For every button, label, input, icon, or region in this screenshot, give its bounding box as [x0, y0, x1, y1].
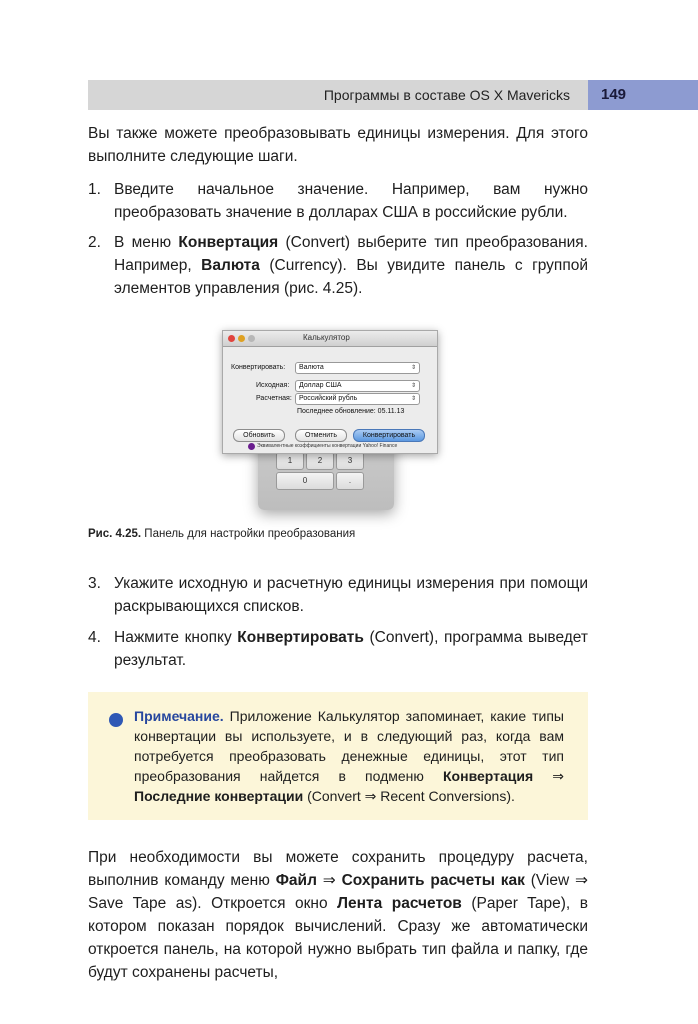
select-arrows-icon: ⇕: [410, 383, 416, 389]
page-number-tab: [588, 80, 698, 110]
list-item-text: Нажмите кнопку Конвертировать (Convert), программа выведет результат.: [114, 629, 588, 669]
list-item-text: В меню Конвертация (Convert) выберите тип преобразования. Например, Валюта (Currency). Вы увидите панель с группой элементов управления (рис. 4.25).: [114, 234, 588, 297]
zoom-icon: [248, 335, 255, 342]
list-item-number: 3.: [88, 575, 101, 592]
note-bullet-icon: [109, 713, 123, 727]
list-item-number: 4.: [88, 629, 101, 646]
close-icon: [228, 335, 235, 342]
calc-key: 0: [276, 472, 334, 490]
list-item-text: Укажите исходную и расчетную единицы измерения при помощи раскрывающихся списков.: [114, 575, 588, 615]
from-unit-select: Доллар США ⇕: [295, 380, 420, 392]
yahoo-icon: [248, 443, 255, 450]
select-arrows-icon: ⇕: [410, 365, 416, 371]
calc-key: 1: [276, 452, 304, 470]
cancel-button: Отменить: [295, 429, 347, 442]
note-label: Примечание.: [134, 708, 224, 724]
list-item-number: 1.: [88, 181, 101, 198]
running-header: [88, 80, 588, 110]
running-header-title: Программы в составе OS X Mavericks: [323, 87, 570, 103]
to-unit-label: Расчетная:: [256, 395, 292, 402]
calc-key: 3: [336, 452, 364, 470]
fine-print: Эквивалентные коэффициенты конвертации Yahoo! Finance: [257, 443, 398, 449]
convert-type-select: Валюта ⇕: [295, 362, 420, 374]
note-text: Примечание. Приложение Калькулятор запоминает, какие типы конвертации вы используете, и в следующий раз, когда вам потребуется преобразовать денежные единицы, этот тип преобразования найдется в подменю Конвертация ⇒ Последние конвертации (Convert ⇒ Recent Conversions).: [134, 708, 565, 804]
last-updated-text: Последнее обновление: 05.11.13: [297, 408, 405, 415]
list-item-text: Введите начальное значение. Например, вам нужно преобразовать значение в долларах США в российские рубли.: [114, 181, 588, 221]
select-arrows-icon: ⇕: [410, 396, 416, 402]
calc-key: .: [336, 472, 364, 490]
caption-label: Рис. 4.25.: [88, 528, 142, 540]
final-paragraph: При необходимости вы можете сохранить процедуру расчета, выполнив команду меню Файл ⇒ Сохранить расчеты как (View ⇒ Save Tape as). Откроется окно Лента расчетов (Paper Tape), в котором показан порядок вычислений. Сразу же автоматически откроется панель, на которой нужно выбрать тип файла и папку, где будут сохранены расчеты,: [88, 849, 589, 981]
window-title: Калькулятор: [303, 333, 350, 342]
window-titlebar: [223, 331, 437, 347]
from-unit-label: Исходная:: [256, 382, 290, 389]
caption-text: Панель для настройки преобразования: [141, 528, 356, 540]
note-box: [88, 692, 588, 820]
list-item-number: 2.: [88, 234, 101, 251]
minimize-icon: [238, 335, 245, 342]
convert-button: Конвертировать: [353, 429, 425, 442]
calc-key: 2: [306, 452, 334, 470]
convert-dialog: [222, 330, 438, 454]
figure-calculator-converter: [222, 330, 436, 510]
to-unit-select: Российский рубль ⇕: [295, 393, 420, 405]
convert-label: Конвертировать:: [231, 364, 286, 371]
page-number: 149: [601, 86, 627, 103]
update-button: Обновить: [233, 429, 285, 442]
intro-paragraph: Вы также можете преобразовывать единицы измерения. Для этого выполните следующие шаги.: [88, 125, 588, 165]
figure-caption: [88, 528, 355, 540]
